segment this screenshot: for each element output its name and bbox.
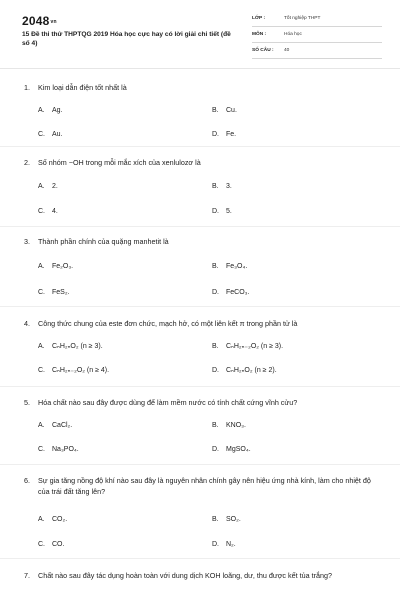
option-letter: A. [38,516,45,523]
option-text: CₙH₂ₙO₂ (n ≥ 3). [52,343,103,350]
option-d[interactable] [212,130,236,140]
question-separator [0,146,400,147]
option-letter: A. [38,422,45,429]
option-letter: A. [38,183,45,190]
meta-row-subject [252,30,382,43]
option-b[interactable] [212,262,247,272]
option-letter: C. [38,367,45,374]
option-text: KNO₃. [226,422,246,429]
question-text: Thành phần chính của quặng manhetit là [38,237,169,246]
question-text: Kim loại dẫn điện tốt nhất là [38,83,127,92]
question-separator [0,226,400,227]
option-a[interactable] [38,515,67,525]
meta-key: MÔN : [252,32,267,37]
question-number: 3. [24,237,30,246]
meta-key: SỐ CÂU : [252,48,274,53]
question-text: Số nhóm −OH trong mỗi mắc xích của xenlulozơ là [38,158,201,167]
option-text: Na₃PO₄. [52,446,79,453]
question-text: Hóa chất nào sau đây được dùng để làm mềm nước có tính chất cứng vĩnh cửu? [38,398,298,407]
option-b[interactable] [212,182,232,192]
option-letter: B. [212,107,219,114]
option-letter: C. [38,541,45,548]
option-b[interactable] [212,515,241,525]
option-text: Fe₃O₄. [226,263,248,270]
option-letter: B. [212,183,219,190]
option-letter: D. [212,367,219,374]
exam-meta [252,14,382,62]
option-a[interactable] [38,182,58,192]
option-text: 3. [226,183,232,190]
option-letter: C. [38,446,45,453]
option-text: N₂. [226,541,236,548]
question-separator [0,464,400,465]
question-separator [0,386,400,387]
option-text: 4. [52,208,58,215]
option-text: CₙH₂ₙO₂ (n ≥ 2). [226,367,277,374]
meta-value: 40 [284,48,290,53]
option-letter: C. [38,289,45,296]
option-text: CₙH₂ₙ₋₂O₂ (n ≥ 3). [226,343,284,350]
option-d[interactable] [212,540,236,550]
option-text: Fe. [226,131,237,138]
option-letter: D. [212,289,219,296]
option-letter: B. [212,516,219,523]
question-number: 7. [24,571,30,580]
question-number: 2. [24,158,30,167]
option-a[interactable] [38,342,103,352]
option-c[interactable] [38,130,63,140]
meta-value: Tốt nghiệp THPT [284,16,321,21]
option-text: Fe₂O₃. [52,263,74,270]
option-a[interactable] [38,106,63,116]
option-text: FeS₂. [52,289,70,296]
option-text: FeCO₃. [226,289,250,296]
question-number: 1. [24,83,30,92]
option-text: 5. [226,208,232,215]
option-b[interactable] [212,421,246,431]
exam-title: 15 Đề thi thử THPTQG 2019 Hóa học cực hay có lời giải chi tiết (đề số 4) [22,31,231,47]
question-text: Công thức chung của este đơn chức, mạch hở, có một liên kết π trong phần tử là [38,319,298,328]
question-number: 5. [24,398,30,407]
meta-value: Hóa học [284,32,302,37]
meta-key: LỚP : [252,16,266,21]
option-letter: D. [212,131,219,138]
option-letter: A. [38,263,45,270]
option-a[interactable] [38,421,72,431]
option-text: CO₂. [52,516,68,523]
option-a[interactable] [38,262,73,272]
option-letter: C. [38,131,45,138]
option-d[interactable] [212,366,277,376]
option-b[interactable] [212,106,237,116]
option-letter: B. [212,343,219,350]
option-text: CaCl₂. [52,422,73,429]
question-number: 6. [24,476,30,485]
question-text: Sự gia tăng nồng độ khí nào sau đây là nguyên nhân chính gây nên hiệu ứng nhà kính, làm cho nhiệt độ của trái đất tăng lên? [38,476,371,496]
header-divider [0,68,400,69]
question-separator [0,558,400,559]
option-letter: B. [212,422,219,429]
logo-text: 2048 [22,14,50,28]
question-number: 4. [24,319,30,328]
option-text: 2. [52,183,58,190]
option-letter: A. [38,343,45,350]
meta-row-count [252,46,382,59]
site-logo[interactable] [22,14,57,28]
option-letter: A. [38,107,45,114]
option-d[interactable] [212,445,251,455]
option-letter: D. [212,208,219,215]
option-c[interactable] [38,288,70,298]
option-text: Au. [52,131,63,138]
option-text: Ag. [52,107,63,114]
option-c[interactable] [38,445,79,455]
option-d[interactable] [212,207,232,217]
option-b[interactable] [212,342,283,352]
option-text: CₙH₂ₙ₋₂O₂ (n ≥ 4). [52,367,110,374]
logo-suffix: vn [50,18,57,25]
option-text: CO. [52,541,65,548]
option-d[interactable] [212,288,249,298]
document-header [0,0,400,58]
option-letter: B. [212,263,219,270]
option-letter: D. [212,446,219,453]
question-separator [0,306,400,307]
option-text: MgSO₄. [226,446,251,453]
option-c[interactable] [38,540,64,550]
option-c[interactable] [38,207,58,217]
meta-row-class [252,14,382,27]
option-text: Cu. [226,107,237,114]
option-letter: D. [212,541,219,548]
question-text: Chất nào sau đây tác dụng hoàn toàn với dung dịch KOH loãng, dư, thu được kết tủa trắng? [38,571,332,580]
option-c[interactable] [38,366,109,376]
option-letter: C. [38,208,45,215]
option-text: SO₂. [226,516,241,523]
